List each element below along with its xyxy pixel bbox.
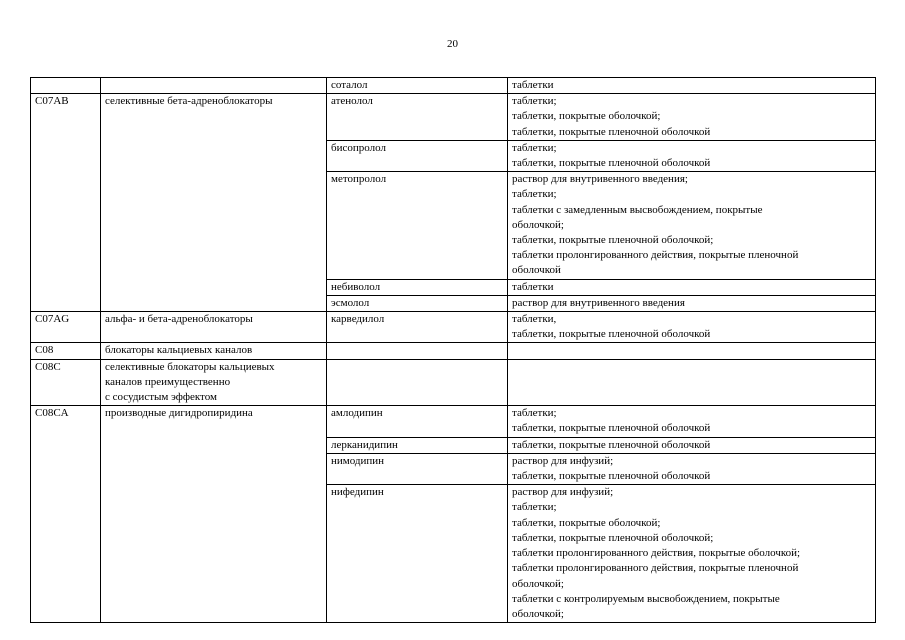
dosage-form-line: таблетки с замедленным высвобождением, покрытые xyxy=(512,203,763,216)
table-row xyxy=(31,406,876,437)
group-name-line: с сосудистым эффектом xyxy=(105,391,217,404)
group-name-line: альфа- и бета-адреноблокаторы xyxy=(105,313,253,326)
group-name-line: селективные блокаторы кальциевых xyxy=(105,360,275,373)
dosage-form-line: раствор для инфузий; xyxy=(512,454,614,467)
drug-name-cell: нифедипин xyxy=(327,485,508,623)
drug-name-cell: небиволол xyxy=(327,279,508,295)
dosage-form-line: таблетки, покрытые пленочной оболочкой xyxy=(512,422,711,435)
table-row xyxy=(31,343,876,359)
group-name-cell xyxy=(101,78,327,94)
drug-name-cell: амлодипин xyxy=(327,406,508,437)
dosage-form-line: таблетки, покрытые пленочной оболочкой xyxy=(512,438,711,451)
dosage-form-cell xyxy=(508,343,876,359)
dosage-form-line: таблетки xyxy=(512,79,554,91)
group-name-line: селективные бета-адреноблокаторы xyxy=(105,95,273,108)
dosage-form-cell xyxy=(508,359,876,406)
dosage-form-cell xyxy=(508,279,876,295)
table-row xyxy=(31,312,876,343)
group-name-line: блокаторы кальциевых каналов xyxy=(105,344,253,357)
dosage-form-line: раствор для инфузий; xyxy=(512,486,614,499)
dosage-form-cell xyxy=(508,295,876,311)
atc-code-cell: C08C xyxy=(31,359,101,406)
drug-table xyxy=(30,77,876,623)
dosage-form-line: таблетки, покрытые пленочной оболочкой xyxy=(512,157,711,170)
dosage-form-line: таблетки, xyxy=(512,313,557,326)
dosage-form-cell xyxy=(508,78,876,94)
drug-name-cell: метопролол xyxy=(327,172,508,279)
dosage-form-line: таблетки; xyxy=(512,407,557,420)
dosage-form-line: таблетки пролонгированного действия, покрытые пленочной xyxy=(512,249,799,262)
dosage-form-line: оболочкой xyxy=(512,264,561,277)
dosage-form-line: таблетки, покрытые пленочной оболочкой; xyxy=(512,234,714,247)
dosage-form-line: оболочкой; xyxy=(512,607,564,620)
dosage-form-cell xyxy=(508,485,876,623)
group-name-cell xyxy=(101,406,327,623)
group-name-cell xyxy=(101,359,327,406)
dosage-form-line: таблетки, покрытые оболочкой; xyxy=(512,110,661,123)
dosage-form-cell xyxy=(508,406,876,437)
dosage-form-cell xyxy=(508,437,876,453)
group-name-line: производные дигидропиридина xyxy=(105,407,253,420)
dosage-form-cell xyxy=(508,453,876,484)
page-number: 20 xyxy=(447,38,458,50)
dosage-form-cell xyxy=(508,312,876,343)
dosage-form-line: таблетки; xyxy=(512,141,557,154)
group-name-cell xyxy=(101,94,327,312)
atc-code-cell: C08CA xyxy=(31,406,101,623)
drug-name-cell xyxy=(327,359,508,406)
drug-name-cell: соталол xyxy=(327,78,508,94)
dosage-form-line: таблетки, покрытые пленочной оболочкой; xyxy=(512,531,714,544)
dosage-form-line: раствор для внутривенного введения xyxy=(512,296,685,309)
dosage-form-line: раствор для внутривенного введения; xyxy=(512,173,688,186)
group-name-cell xyxy=(101,343,327,359)
drug-name-cell: лерканидипин xyxy=(327,437,508,453)
dosage-form-cell xyxy=(508,94,876,141)
dosage-form-line: таблетки с контролируемым высвобождением, покрытые xyxy=(512,592,780,605)
atc-code-cell xyxy=(31,78,101,94)
atc-code-cell: C07AG xyxy=(31,312,101,343)
dosage-form-line: оболочкой; xyxy=(512,218,564,231)
dosage-form-line: таблетки пролонгированного действия, покрытые оболочкой; xyxy=(512,547,801,560)
drug-name-cell: бисопролол xyxy=(327,140,508,171)
drug-name-cell: атенолол xyxy=(327,94,508,141)
dosage-form-line: таблетки, покрытые оболочкой; xyxy=(512,516,661,529)
group-name-line: каналов преимущественно xyxy=(105,375,231,388)
dosage-form-cell xyxy=(508,140,876,171)
table-row xyxy=(31,359,876,406)
dosage-form-line: таблетки xyxy=(512,280,554,293)
dosage-form-line: таблетки, покрытые пленочной оболочкой xyxy=(512,470,711,483)
dosage-form-cell xyxy=(508,172,876,279)
dosage-form-line: таблетки пролонгированного действия, покрытые пленочной xyxy=(512,562,799,575)
dosage-form-line: таблетки, покрытые пленочной оболочкой xyxy=(512,125,711,138)
table-row xyxy=(31,94,876,141)
drug-name-cell: эсмолол xyxy=(327,295,508,311)
dosage-form-line: таблетки; xyxy=(512,188,557,201)
drug-name-cell xyxy=(327,343,508,359)
dosage-form-line: таблетки; xyxy=(512,95,557,108)
drug-name-cell: карведилол xyxy=(327,312,508,343)
drug-name-cell: нимодипин xyxy=(327,453,508,484)
dosage-form-line: таблетки; xyxy=(512,501,557,514)
table-row xyxy=(31,78,876,94)
dosage-form-line: оболочкой; xyxy=(512,577,564,590)
atc-code-cell: C08 xyxy=(31,343,101,359)
group-name-cell xyxy=(101,312,327,343)
dosage-form-line: таблетки, покрытые пленочной оболочкой xyxy=(512,328,711,341)
atc-code-cell: C07AB xyxy=(31,94,101,312)
